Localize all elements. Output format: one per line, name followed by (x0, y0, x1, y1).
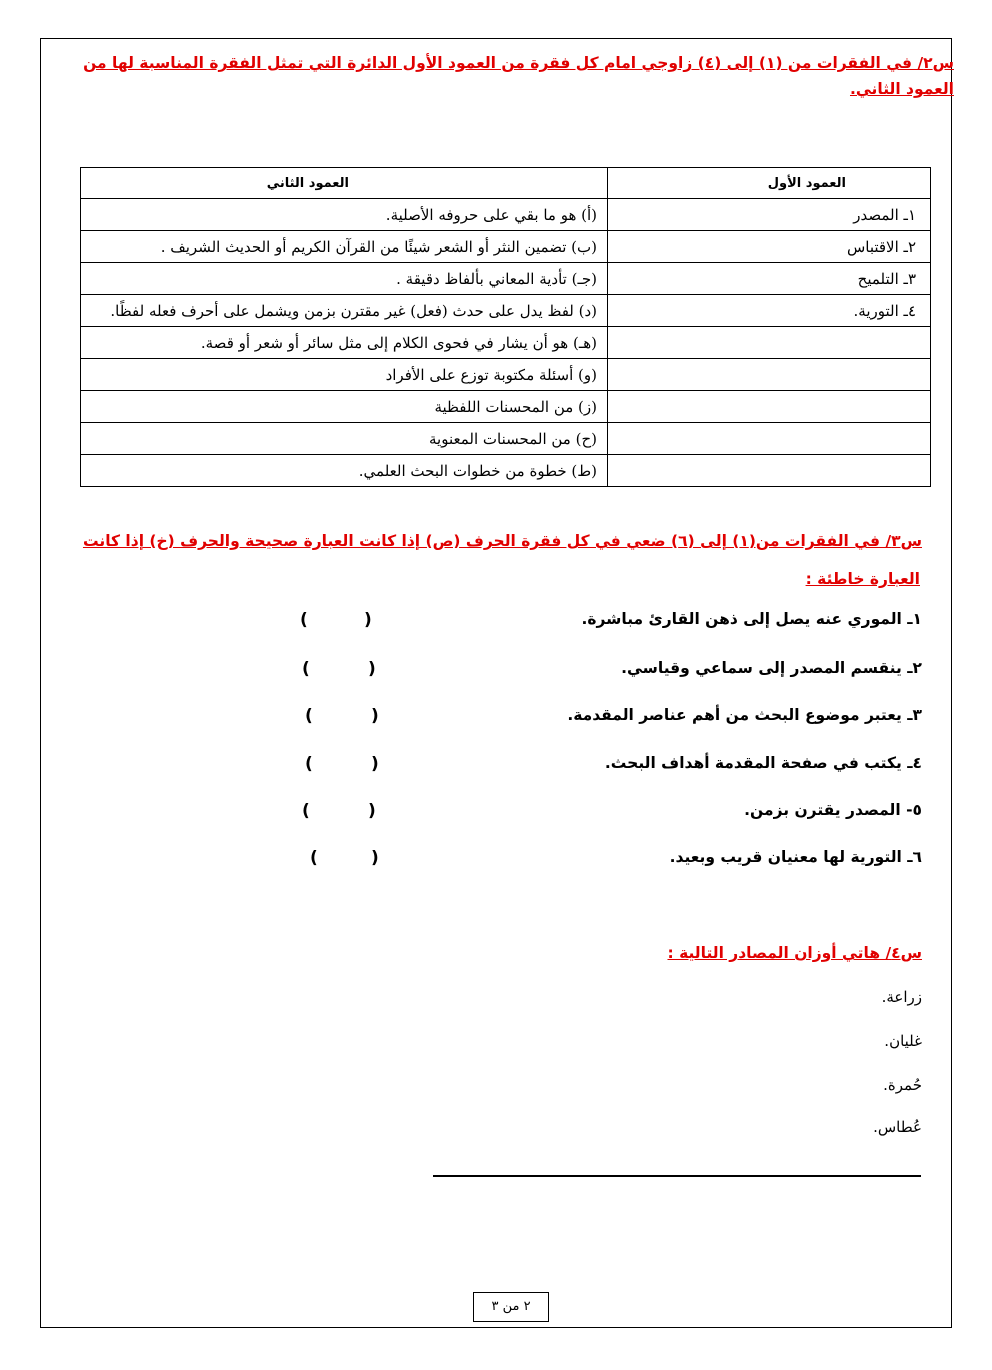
table-row (81, 391, 931, 423)
table-cell-left: ٤ـ التورية. (608, 295, 931, 327)
column-1-header: العمود الأول (608, 168, 931, 199)
table-cell-left (608, 455, 931, 487)
answer-line (433, 1175, 921, 1177)
answer-paren-close: ) (302, 801, 310, 821)
page-number: ٢ من ٣ (473, 1292, 549, 1322)
column-2-header: العمود الثاني (81, 168, 608, 199)
table-cell-right: (ب) تضمين النثر أو الشعر شيئًا من القرآن الكريم أو الحديث الشريف . (81, 231, 608, 263)
table-row (81, 231, 931, 263)
table-header-row (81, 168, 931, 199)
table-cell-left: ٢ـ الاقتباس (608, 231, 931, 263)
answer-paren-open: ( (371, 706, 379, 726)
answer-paren-open: ( (371, 848, 379, 868)
word-item: حُمرة. (883, 1076, 922, 1094)
statement-3: ٣ـ يعتبر موضوع البحث من أهم عناصر المقدمة. (567, 706, 922, 724)
table-cell-left (608, 423, 931, 455)
table-cell-right: (أ) هو ما بقي على حروفه الأصلية. (81, 199, 608, 231)
answer-paren-close: ) (305, 754, 313, 774)
table-row (81, 199, 931, 231)
word-item: زراعة. (881, 988, 922, 1006)
table-cell-right: (ز) من المحسنات اللفظية (81, 391, 608, 423)
answer-paren-close: ) (300, 610, 308, 630)
table-cell-right: (د) لفظ يدل على حدث (فعل) غير مقترن بزمن ويشمل على أحرف فعله لفظًا. (81, 295, 608, 327)
table-cell-right: (ط) خطوة من خطوات البحث العلمي. (81, 455, 608, 487)
table-cell-left (608, 359, 931, 391)
statement-5: ٥- المصدر يقترن بزمن. (744, 801, 922, 819)
table-row (81, 295, 931, 327)
question-3-heading-line-2: العبارة خاطئة : (805, 570, 920, 588)
table-cell-left (608, 391, 931, 423)
table-row (81, 263, 931, 295)
table-cell-left: ٣ـ التلميح (608, 263, 931, 295)
statement-1: ١ـ الموري عنه يصل إلى ذهن القارئ مباشرة. (581, 610, 922, 628)
answer-paren-close: ) (310, 848, 318, 868)
table-row (81, 359, 931, 391)
word-item: غليان. (884, 1032, 922, 1050)
table-row (81, 455, 931, 487)
matching-table (80, 167, 931, 487)
answer-paren-open: ( (364, 610, 372, 630)
table-cell-right: (و) أسئلة مكتوبة توزع على الأفراد (81, 359, 608, 391)
answer-paren-close: ) (305, 706, 313, 726)
question-2-heading: س٢/ في الفقرات من (١) إلى (٤) زاوجي امام كل فقرة من العمود الأول الدائرة التي تمثل الفقرة المناسبة لها من العمود الثاني. (83, 54, 954, 98)
statement-2: ٢ـ ينقسم المصدر إلى سماعي وقياسي. (621, 659, 922, 677)
table-row (81, 327, 931, 359)
table-cell-left: ١ـ المصدر (608, 199, 931, 231)
statement-4: ٤ـ يكتب في صفحة المقدمة أهداف البحث. (604, 754, 922, 772)
question-4-heading: س٤/ هاتي أوزان المصادر التالية : (667, 944, 922, 962)
table-cell-right: (هـ) هو أن يشار في فحوى الكلام إلى مثل سائر أو شعر أو قصة. (81, 327, 608, 359)
answer-paren-close: ) (302, 659, 310, 679)
statement-6: ٦ـ التورية لها معنيان قريب وبعيد. (669, 848, 922, 866)
answer-paren-open: ( (371, 754, 379, 774)
answer-paren-open: ( (368, 659, 376, 679)
word-item: عُطاس. (873, 1118, 922, 1136)
table-cell-right: (ح) من المحسنات المعنوية (81, 423, 608, 455)
table-cell-right: (جـ) تأدية المعاني بألفاظ دقيقة . (81, 263, 608, 295)
question-3-heading-line-1: س٣/ في الفقرات من(١) إلى (٦) ضعي في كل فقرة الحرف (ص) إذا كانت العبارة صحيحة والحرف (خ) إذا كانت (82, 532, 922, 550)
table-cell-left (608, 327, 931, 359)
question-3-heading (62, 522, 922, 598)
answer-paren-open: ( (368, 801, 376, 821)
table-row (81, 423, 931, 455)
